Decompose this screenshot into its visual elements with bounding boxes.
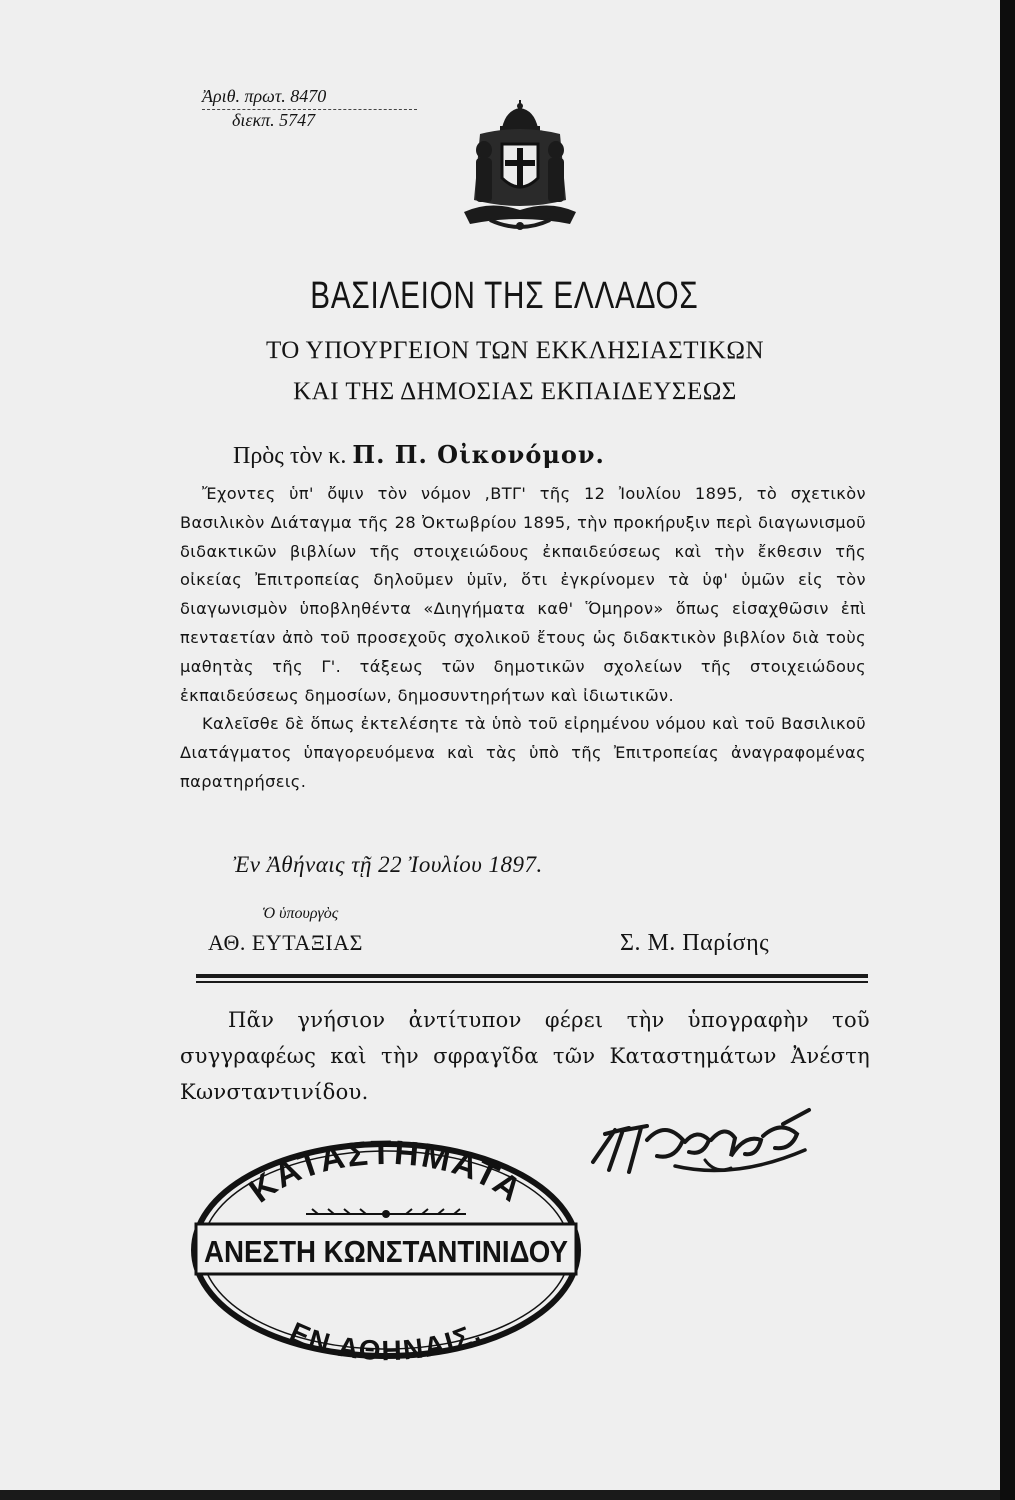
photo-edge xyxy=(1000,0,1015,1500)
divider-thin xyxy=(196,981,868,983)
body-paragraph: Καλεῖσθε δὲ ὅπως ἐκτελέσητε τὰ ὑπὸ τοῦ εἰρημένου νόμου καὶ τοῦ Βασιλικοῦ Διατάγματος ὑπαγορευόμενα καὶ τὰς ὑπὸ τῆς Ἐπιτροπείας ἀναγραφομένας παρατηρήσεις. xyxy=(180,714,866,791)
svg-text:ΚΑΤΑΣΤΗΜΑΤΑ xyxy=(242,1138,530,1210)
authenticity-notice xyxy=(180,1002,870,1110)
svg-text:ΕΝ ΑΘΗΝΑΙΣ. xyxy=(285,1316,486,1362)
kingdom-heading: ΒΑΣΙΛΕΙΟΝ ΤΗΣ ΕΛΛΑΔΟΣ xyxy=(310,275,699,317)
notice-text: Πᾶν γνήσιον ἀντίτυπον φέρει τὴν ὑπογραφὴν τοῦ συγγραφέως καὶ τὴν σφραγῖδα τῶν Καταστημάτων Ἀνέστη Κωνσταντινίδου. xyxy=(180,1008,870,1104)
ministry-line-2: ΚΑΙ ΤΗΣ ΔΗΜΟΣΙΑΣ ΕΚΠΑΙΔΕΥΣΕΩΣ xyxy=(293,378,737,405)
addressee-prefix: Πρὸς τὸν κ. xyxy=(233,443,347,469)
minister-title: Ὁ ὑπουργὸς xyxy=(262,905,339,922)
ministry-line-1: ΤΟ ΥΠΟΥΡΓΕΙΟΝ ΤΩΝ ΕΚΚΛΗΣΙΑΣΤΙΚΩΝ xyxy=(265,337,765,364)
stamp-bottom-text: ΕΝ ΑΘΗΝΑΙΣ. xyxy=(285,1316,487,1362)
dispatch-line xyxy=(202,110,417,131)
dispatch-number: 5747 xyxy=(279,109,316,130)
stamp-center-text: ΑΝΕΣΤΗ ΚΩΝΣΤΑΝΤΙΝΙΔΟΥ xyxy=(204,1234,569,1269)
protocol-number: 8470 xyxy=(290,86,327,106)
addressee-line xyxy=(233,440,605,470)
protocol-numbers xyxy=(202,86,417,130)
protocol-line-1 xyxy=(202,86,417,110)
dispatch-label: διεκπ. xyxy=(232,109,275,130)
divider-thick xyxy=(196,974,868,978)
minister-signature: ΑΘ. ΕΥΤΑΞΙΑΣ xyxy=(208,930,363,955)
store-stamp-seal xyxy=(188,1138,584,1362)
royal-coat-of-arms-icon xyxy=(450,100,590,240)
secretary-signature: Σ. Μ. Παρίσης xyxy=(620,930,770,956)
laurel-ornament-icon xyxy=(306,1209,466,1218)
handwritten-signature-icon xyxy=(585,1100,825,1190)
protocol-label: Ἀριθ. πρωτ. xyxy=(202,86,286,106)
body-paragraph: Ἔχοντες ὑπ' ὄψιν τὸν νόμον ,ΒΤΓ' τῆς 12 Ἰουλίου 1895, τὸ σχετικὸν Βασιλικὸν Διάταγμα τῆς 28 Ὀκτωβρίου 1895, τὴν προκήρυξιν περὶ διαγωνισμοῦ διδακτικῶν βιβλίων τῆς στοιχειώδους ἐκπαιδεύσεως καὶ τὴν ἔκθεσιν τῆς οἰκείας Ἐπιτροπείας δηλοῦμεν ὑμῖν, ὅτι ἐγκρίνομεν τὰ ὑφ' ὑμῶν εἰς τὸν διαγωνισμὸν ὑποβληθέντα «Διηγήματα καθ' Ὅμηρον» ὅπως εἰσαχθῶσιν ἐπὶ πενταετίαν ἀπὸ τοῦ προσεχοῦς σχολικοῦ ἔτους ὡς διδακτικὸν βιβλίον διὰ τοὺς μαθητὰς τῆς Γ'. τάξεως τῶν δημοτικῶν σχολείων τῆς στοιχειώδους ἐκπαιδεύσεως δημοσίων, δημοσυντηρήτων καὶ ἰδιωτικῶν. xyxy=(180,484,866,705)
letter-body xyxy=(180,480,866,797)
dateline: Ἐν Ἀθήναις τῇ 22 Ἰουλίου 1897. xyxy=(233,852,543,877)
stamp-top-text: ΚΑΤΑΣΤΗΜΑΤΑ xyxy=(242,1138,530,1211)
addressee-name: Π. Π. Οἰκονόμον. xyxy=(352,440,605,469)
